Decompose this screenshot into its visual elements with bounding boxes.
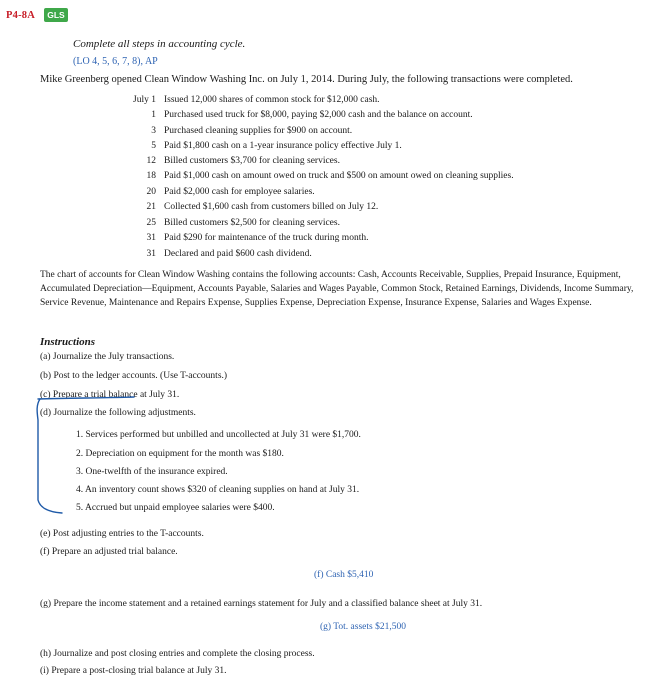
transaction-date: July 1 — [133, 95, 156, 105]
instructions-heading: Instructions — [40, 336, 96, 348]
transaction-text: Paid $1,800 cash on a 1-year insurance policy effective July 1. — [164, 141, 402, 151]
chart-of-accounts-paragraph: The chart of accounts for Clean Window Washing contains the following accounts: Cash, Accounts Receivable, Supplies, Prepaid Insurance, Equipment, Accumulated Depreciation—Equipment, Accounts Payable, Salaries and Wages Payable, Common Stock, Retained Earnings, Dividends, Income Summary, Service Revenue, Maintenance and Repairs Expense, Supplies Expense, Depreciation Expense, Insurance Expense, Salaries and Wages Expense. — [40, 270, 634, 308]
transaction-date: 18 — [146, 171, 156, 181]
transaction-text: Billed customers $3,700 for cleaning services. — [164, 156, 340, 166]
problem-id: P4-8A — [6, 10, 35, 21]
instruction-a: (a) Journalize the July transactions. — [40, 352, 175, 362]
transaction-date: 25 — [146, 218, 156, 228]
instruction-h: (h) Journalize and post closing entries and complete the closing process. — [40, 649, 315, 659]
transaction-text: Collected $1,600 cash from customers billed on July 12. — [164, 202, 379, 212]
transaction-date: 3 — [151, 126, 156, 136]
instruction-e: (e) Post adjusting entries to the T-accounts. — [40, 529, 204, 539]
ink-underline — [38, 397, 134, 399]
adjustment-item: 1. Services performed but unbilled and uncollected at July 31 were $1,700. — [76, 430, 361, 440]
check-figure-g: (g) Tot. assets $21,500 — [320, 622, 406, 632]
instruction-c: (c) Prepare a trial balance at July 31. — [40, 390, 180, 400]
instruction-d: (d) Journalize the following adjustments. — [40, 408, 196, 418]
transaction-date: 31 — [146, 233, 156, 243]
transaction-date: 12 — [146, 156, 156, 166]
transaction-text: Billed customers $2,500 for cleaning services. — [164, 218, 340, 228]
transaction-date: 20 — [146, 187, 156, 197]
instruction-g: (g) Prepare the income statement and a retained earnings statement for July and a classified balance sheet at July 31. — [40, 599, 483, 609]
transaction-text: Issued 12,000 shares of common stock for $12,000 cash. — [164, 95, 380, 105]
transaction-text: Paid $1,000 cash on amount owed on truck and $500 on amount owed on cleaning supplies. — [164, 171, 514, 181]
intro-paragraph: Mike Greenberg opened Clean Window Washing Inc. on July 1, 2014. During July, the following transactions were completed. — [40, 74, 573, 85]
transaction-text: Purchased cleaning supplies for $900 on account. — [164, 126, 353, 136]
instruction-f: (f) Prepare an adjusted trial balance. — [40, 547, 178, 557]
transaction-text: Purchased used truck for $8,000, paying $2,000 cash and the balance on account. — [164, 110, 473, 120]
problem-subtitle: Complete all steps in accounting cycle. — [73, 38, 246, 50]
adjustment-item: 5. Accrued but unpaid employee salaries were $400. — [76, 503, 275, 513]
instruction-b: (b) Post to the ledger accounts. (Use T-accounts.) — [40, 371, 228, 381]
transaction-text: Declared and paid $600 cash dividend. — [164, 249, 312, 259]
transaction-text: Paid $290 for maintenance of the truck during month. — [164, 233, 369, 243]
adjustment-item: 3. One-twelfth of the insurance expired. — [76, 467, 228, 477]
transaction-date: 21 — [146, 202, 156, 212]
ink-bracket — [37, 399, 62, 513]
transaction-date: 5 — [151, 141, 156, 151]
gls-badge[interactable]: GLS — [44, 8, 68, 22]
transaction-date: 31 — [146, 249, 156, 259]
adjustment-item: 2. Depreciation on equipment for the month was $180. — [76, 449, 284, 459]
check-figure-f: (f) Cash $5,410 — [314, 570, 374, 580]
learning-objectives: (LO 4, 5, 6, 7, 8), AP — [73, 56, 158, 67]
adjustment-item: 4. An inventory count shows $320 of cleaning supplies on hand at July 31. — [76, 485, 360, 495]
transaction-text: Paid $2,000 cash for employee salaries. — [164, 187, 315, 197]
transaction-date: 1 — [151, 110, 156, 120]
instruction-i: (i) Prepare a post-closing trial balance at July 31. — [40, 666, 227, 676]
